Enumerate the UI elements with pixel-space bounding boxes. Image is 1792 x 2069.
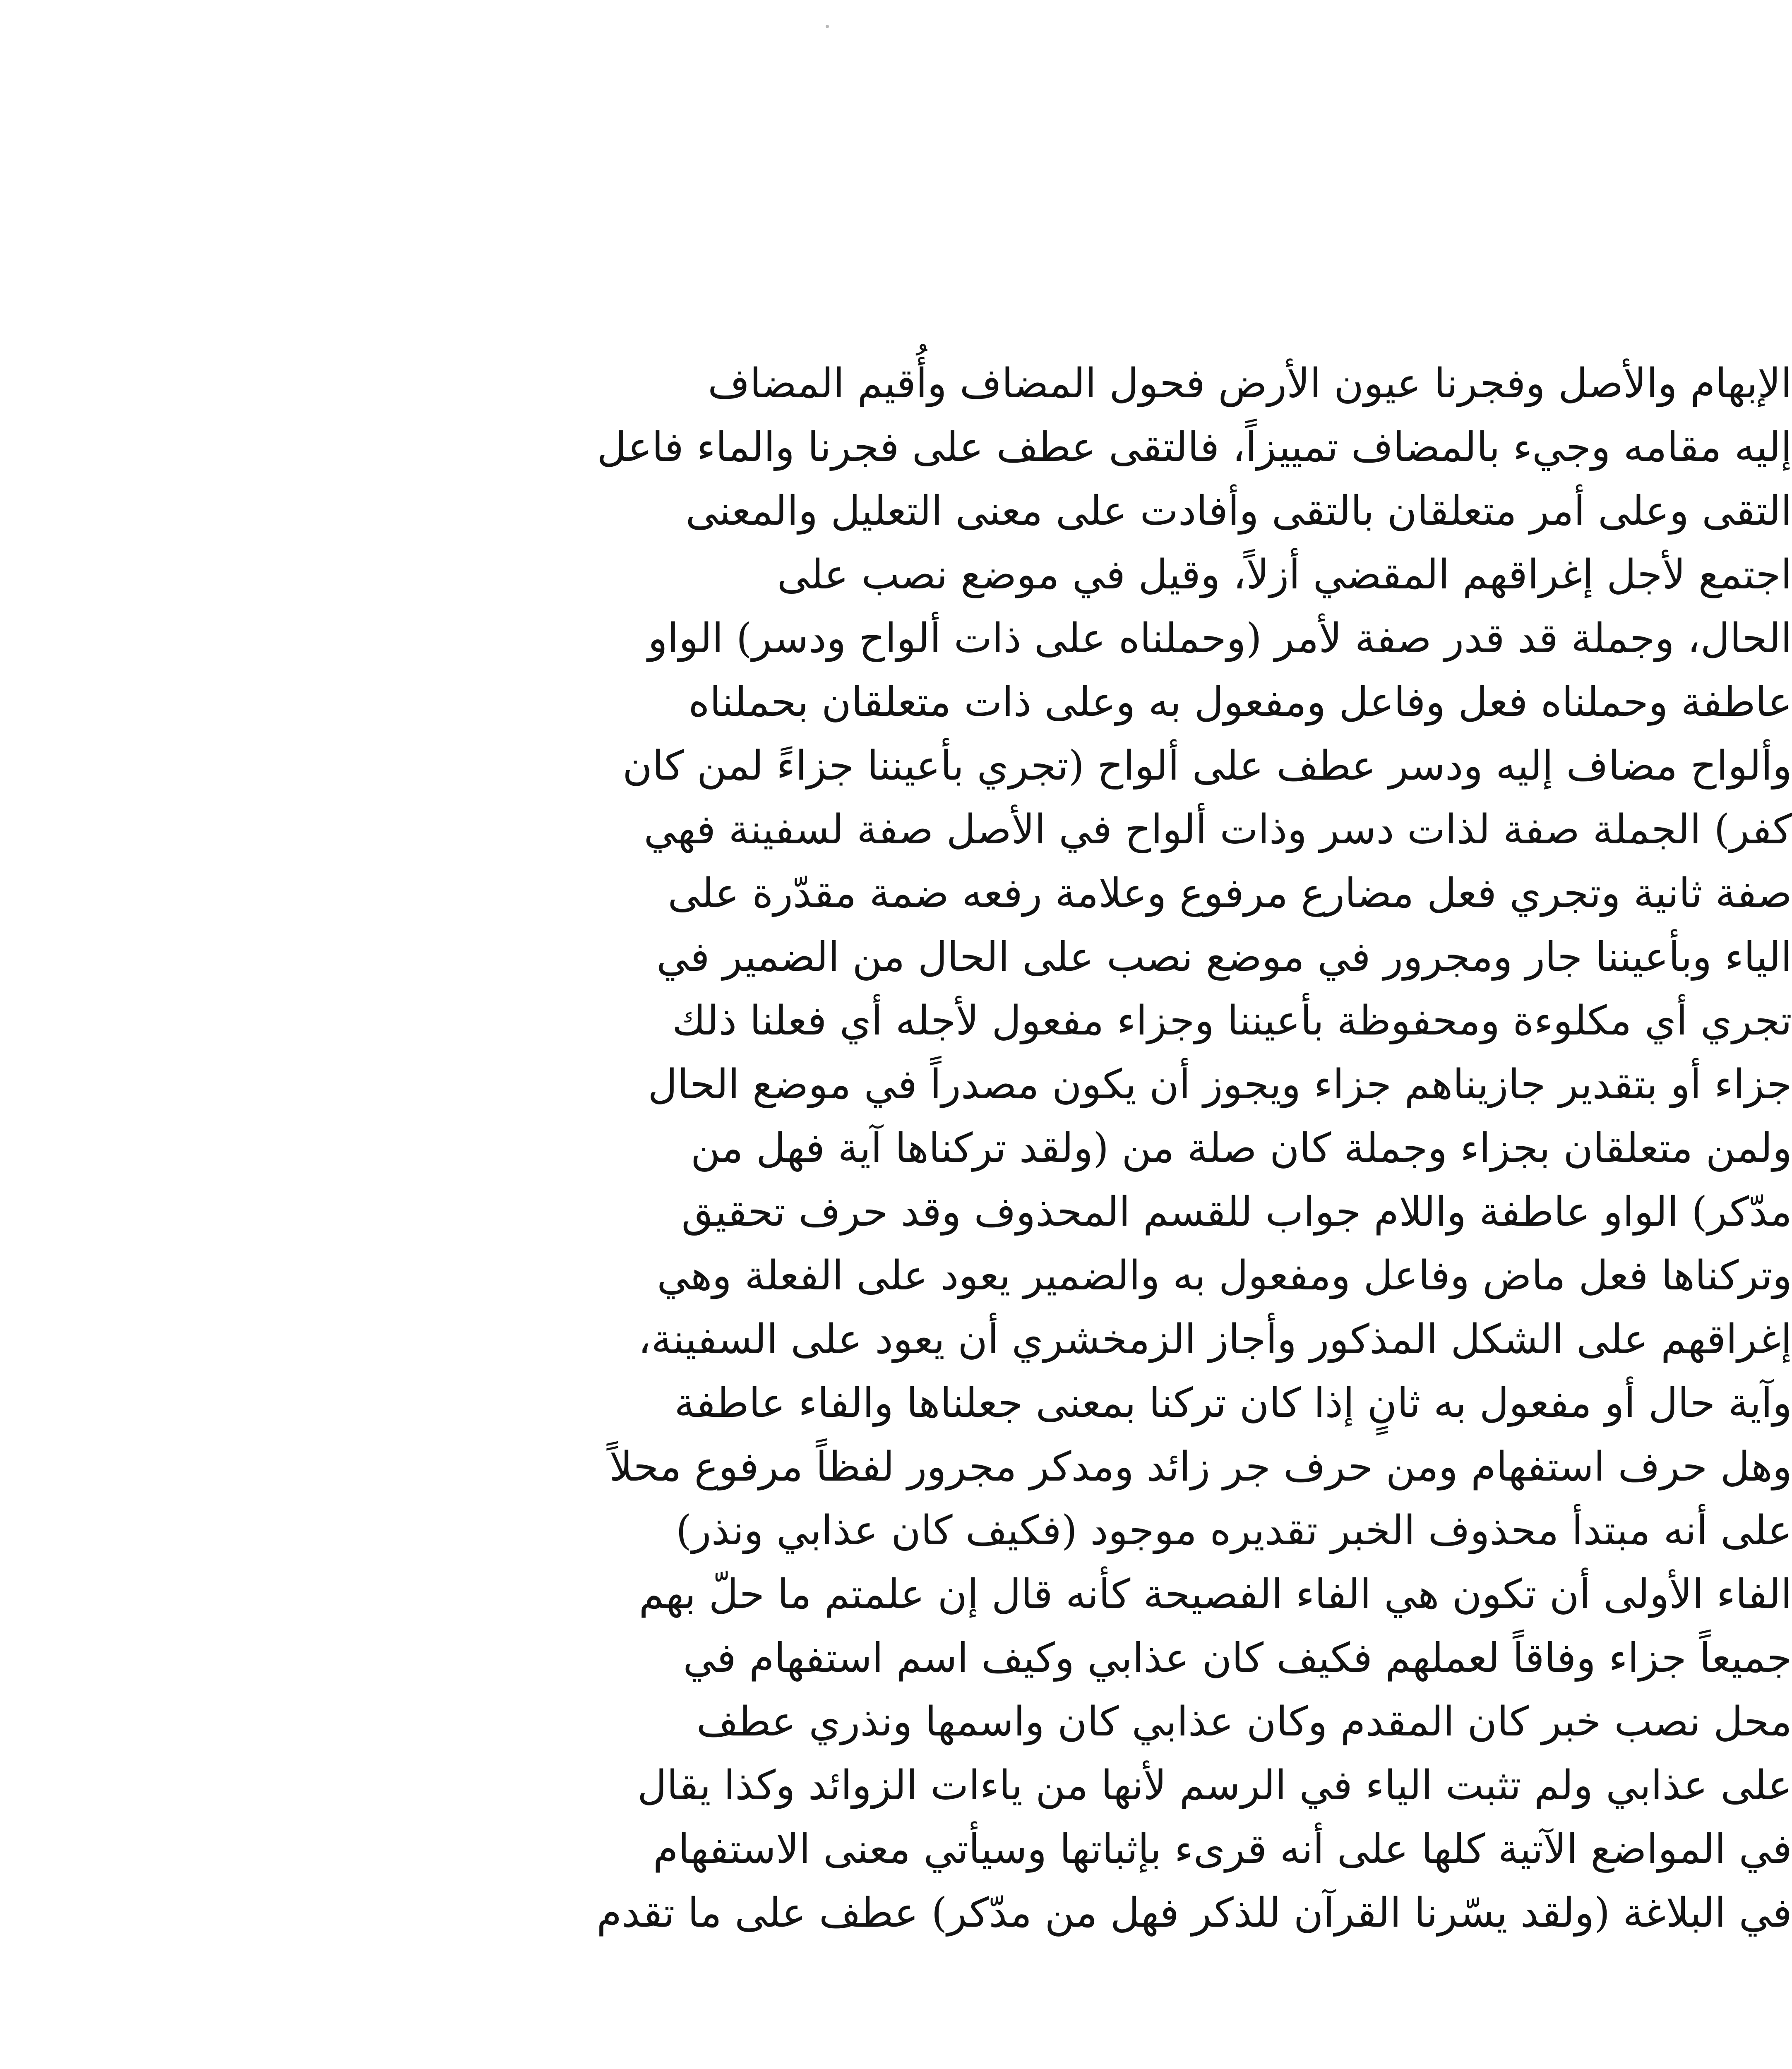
text-line: وآية حال أو مفعول به ثانٍ إذا كان تركنا بمعنى جعلناها والفاء عاطفة xyxy=(674,1380,1792,1427)
text-line: الإبهام والأصل وفجرنا عيون الأرض فحول المضاف وأُقيم المضاف xyxy=(708,360,1792,407)
text-line: جزاء أو بتقدير جازيناهم جزاء ويجوز أن يكون مصدراً في موضع الحال xyxy=(648,1061,1792,1108)
text-line: إغراقهم على الشكل المذكور وأجاز الزمخشري أن يعود على السفينة، xyxy=(638,1316,1792,1363)
text-line: كفر) الجملة صفة لذات دسر وذات ألواح في الأصل صفة لسفينة فهي xyxy=(644,806,1792,853)
text-line: على عذابي ولم تثبت الياء في الرسم لأنها من ياءات الزوائد وكذا يقال xyxy=(637,1762,1792,1809)
text-line: ولمن متعلقان بجزاء وجملة كان صلة من (ولقد تركناها آية فهل من xyxy=(690,1125,1792,1172)
text-line: وهل حرف استفهام ومن حرف جر زائد ومدكر مجرور لفظاً مرفوع محلاً xyxy=(609,1443,1792,1491)
text-line: الفاء الأولى أن تكون هي الفاء الفصيحة كأنه قال إن علمتم ما حلّ بهم xyxy=(639,1571,1792,1618)
text-line: محل نصب خبر كان المقدم وكان عذابي كان واسمها ونذري عطف xyxy=(696,1698,1792,1745)
text-line: الياء وبأعيننا جار ومجرور في موضع نصب على الحال من الضمير في xyxy=(656,934,1792,981)
text-line: في البلاغة (ولقد يسّرنا القرآن للذكر فهل من مدّكر) عطف على ما تقدم xyxy=(596,1889,1792,1937)
text-line: عاطفة وحملناه فعل وفاعل ومفعول به وعلى ذات متعلقان بحملناه xyxy=(688,679,1792,726)
text-line: التقى وعلى أمر متعلقان بالتقى وأفادت على معنى التعليل والمعنى xyxy=(685,487,1792,535)
body-text xyxy=(240,352,1792,1945)
text-line: اجتمع لأجل إغراقهم المقضي أزلاً، وقيل في موضع نصب على xyxy=(777,551,1792,598)
text-line: جميعاً جزاء وفاقاً لعملهم فكيف كان عذابي وكيف اسم استفهام في xyxy=(683,1635,1792,1682)
text-line: مدّكر) الواو عاطفة واللام جواب للقسم المحذوف وقد حرف تحقيق xyxy=(681,1188,1792,1236)
text-line: إليه مقامه وجيء بالمضاف تمييزاً، فالتقى عطف على فجرنا والماء فاعل xyxy=(597,424,1792,471)
text-line: على أنه مبتدأ محذوف الخبر تقديره موجود (فكيف كان عذابي ونذر) xyxy=(676,1507,1792,1554)
scan-speck xyxy=(826,25,829,28)
text-line: الحال، وجملة قد قدر صفة لأمر (وحملناه على ذات ألواح ودسر) الواو xyxy=(648,615,1792,662)
text-line: وألواح مضاف إليه ودسر عطف على ألواح (تجري بأعيننا جزاءً لمن كان xyxy=(622,742,1792,790)
text-line: في المواضع الآتية كلها على أنه قرىء بإثباتها وسيأتي معنى الاستفهام xyxy=(653,1826,1792,1873)
text-line: وتركناها فعل ماض وفاعل ومفعول به والضمير يعود على الفعلة وهي xyxy=(657,1252,1792,1299)
text-line: تجري أي مكلوءة ومحفوظة بأعيننا وجزاء مفعول لأجله أي فعلنا ذلك xyxy=(672,997,1792,1044)
text-line: صفة ثانية وتجري فعل مضارع مرفوع وعلامة رفعه ضمة مقدّرة على xyxy=(668,870,1792,917)
